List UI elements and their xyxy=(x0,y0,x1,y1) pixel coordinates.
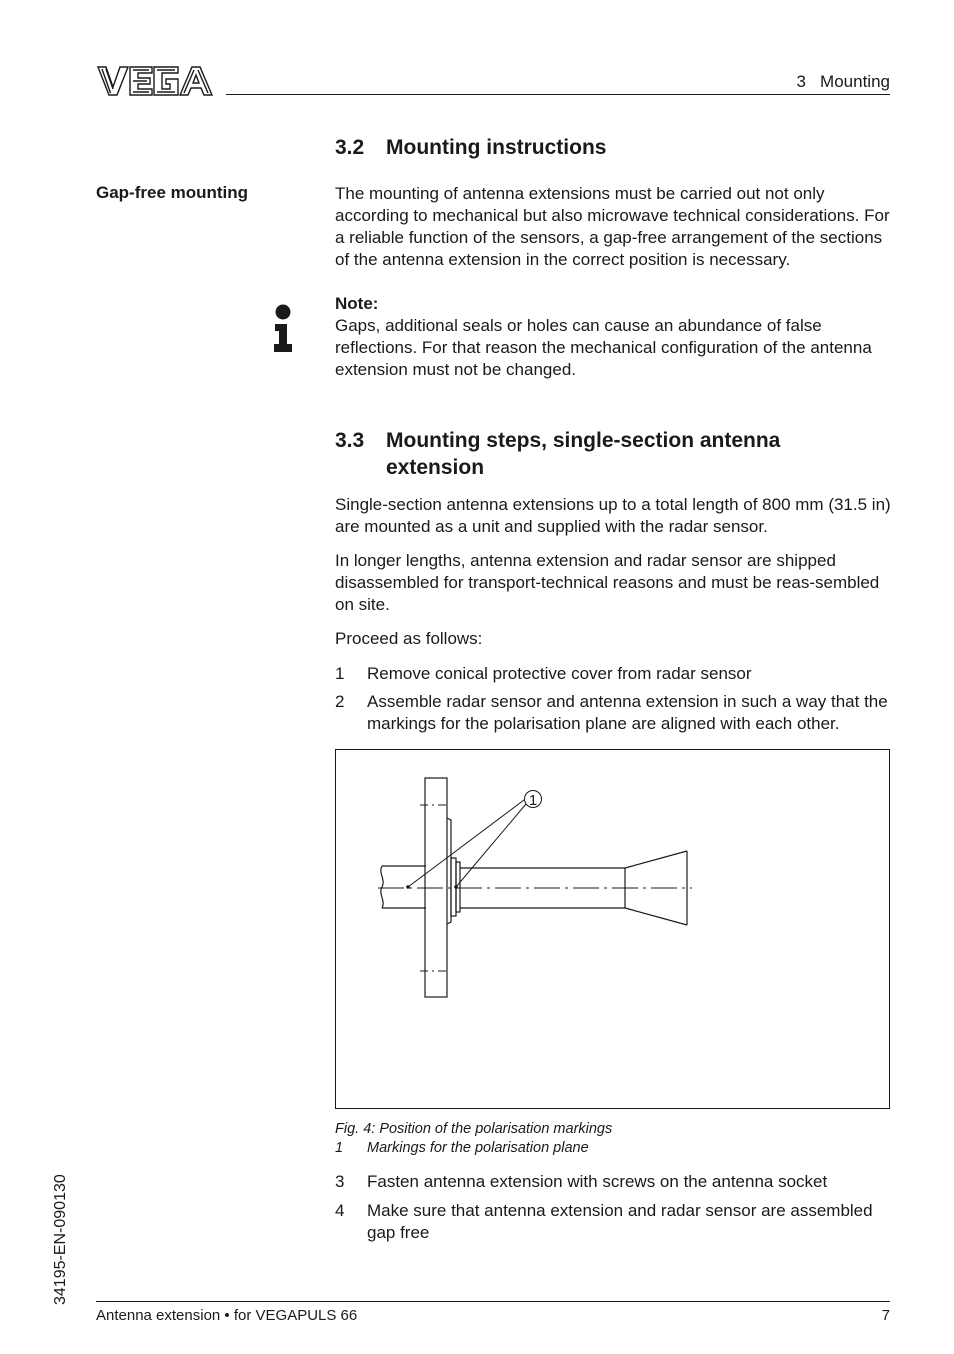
paragraph-longer-lengths: In longer lengths, antenna extension and radar sensor are shipped disassembled for transport-technical reasons and must be reas-sembled on site. xyxy=(335,551,880,614)
section-number: 3.3 xyxy=(335,429,365,452)
list-item-text: Make sure that antenna extension and radar sensor are assembled gap free xyxy=(367,1201,873,1242)
figure-legend-text: Markings for the polarisation plane xyxy=(367,1140,589,1156)
document-code-text: 34195-EN-090130 xyxy=(52,1174,69,1305)
list-item-text: Fasten antenna extension with screws on the antenna socket xyxy=(367,1172,828,1191)
section-3-3-heading xyxy=(335,427,890,481)
section-title: Mounting instructions xyxy=(386,136,607,159)
page-number: 7 xyxy=(881,1307,890,1324)
section-title-line1: Mounting steps, single-section antenna xyxy=(386,429,781,452)
figure-callout: 1 xyxy=(528,792,538,809)
polarisation-drawing xyxy=(336,750,889,1108)
list-item-number: 2 xyxy=(335,692,345,711)
steps-list-a xyxy=(335,663,895,735)
steps-list-b xyxy=(335,1171,895,1244)
footer-rule xyxy=(96,1301,890,1302)
note-title: Note: xyxy=(335,294,379,313)
section-title-line2: extension xyxy=(386,456,485,479)
paragraph-proceed: Proceed as follows: xyxy=(335,629,483,648)
section-3-2-heading xyxy=(335,134,890,161)
list-item xyxy=(335,663,895,685)
list-item-text: Remove conical protective cover from radar sensor xyxy=(367,664,752,683)
figure-box xyxy=(335,749,890,1109)
header-section-title: 3 Mounting xyxy=(796,72,890,91)
figure-caption: Fig. 4: Position of the polarisation markings xyxy=(335,1121,613,1137)
paragraph-single-section: Single-section antenna extensions up to a total length of 800 mm (31.5 in) are mounted as a unit and supplied with the radar sensor. xyxy=(335,495,891,536)
footer-title: Antenna extension • for VEGAPULS 66 xyxy=(96,1307,358,1324)
info-icon xyxy=(271,303,295,355)
document-code xyxy=(50,1157,74,1307)
list-item xyxy=(335,691,895,735)
list-item-number: 1 xyxy=(335,664,345,683)
figure-legend xyxy=(335,1139,895,1158)
section-number: 3.2 xyxy=(335,136,365,159)
side-label-gap-free-mounting: Gap-free mounting xyxy=(96,183,249,202)
list-item xyxy=(335,1171,895,1193)
paragraph-gap-free: The mounting of antenna extensions must be carried out not only according to mechanical but also microwave technical considerations. For a reliable function of the sensors, a gap-free arrangement of the sections of the antenna extension in the correct position is necessary. xyxy=(335,184,890,269)
list-item-number: 3 xyxy=(335,1172,345,1191)
list-item xyxy=(335,1200,895,1244)
note-text: Gaps, additional seals or holes can cause an abundance of false reflections. For that reason the mechanical configuration of the antenna extension must not be changed. xyxy=(335,316,872,379)
vega-logo xyxy=(96,64,214,98)
list-item-number: 4 xyxy=(335,1201,345,1220)
list-item-text: Assemble radar sensor and antenna extension in such a way that the markings for the polarisation plane are aligned with each other. xyxy=(367,692,888,733)
header-rule xyxy=(226,94,890,95)
figure-legend-number: 1 xyxy=(335,1140,344,1156)
